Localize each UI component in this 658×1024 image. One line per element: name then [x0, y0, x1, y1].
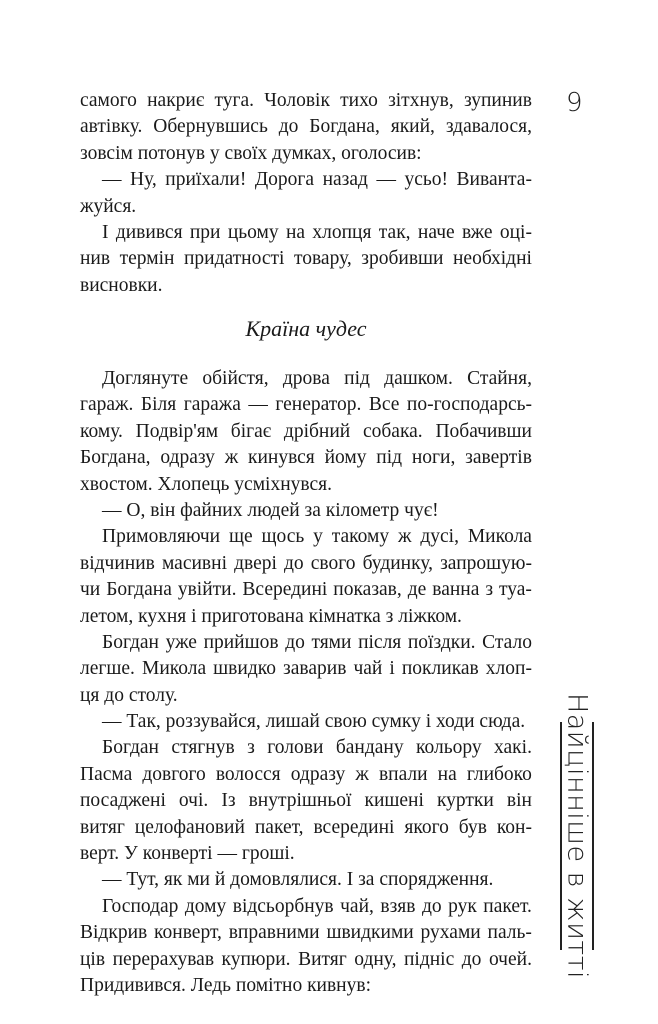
text-line: Відкрив конверт, вправними швидкими рухами паль- [80, 922, 532, 944]
text-line: легше. Микола швидко заварив чай і покликав хлоп- [80, 658, 532, 680]
text-line: висновки. [80, 274, 163, 296]
text-line: зовсім потонув у своїх думках, оголосив: [80, 142, 422, 164]
text-line: гараж. Біля гаража — генератор. Все по-господарсь- [80, 394, 532, 416]
text-line: — О, він файних людей за кілометр чує! [102, 499, 439, 521]
text-line: Придивився. Ледь помітно кивнув: [80, 974, 371, 996]
text-line: Богдан уже прийшов до тями після поїздки. Стало [102, 631, 532, 653]
text-line: Пасма довгого волосся одразу ж впали на глибоко [80, 763, 532, 785]
text-line: Богдана, одразу ж кинувся йому під ноги, завертів [80, 447, 532, 469]
text-line: верт. У конверті — гроші. [80, 843, 295, 865]
text-line: чи Богдана увійти. Всередині показав, де ванна з туа- [80, 579, 532, 601]
text-line: Богдан стягнув з голови бандану кольору хакі. [102, 737, 532, 759]
text-line: — Тут, як ми й домовлялися. І за спорядження. [102, 869, 494, 891]
text-line: І дивився при цьому на хлопця так, наче вже оці- [102, 221, 532, 243]
text-line: хвостом. Хлопець усміхнувся. [80, 473, 332, 495]
text-line: нив термін придатності товару, зробивши необхідні [80, 248, 532, 270]
text-line: відчинив масивні двері до свого будинку, запрошую- [80, 552, 532, 574]
text-line: — Так, роззувайся, лишай свою сумку і ходи сюда. [102, 711, 526, 733]
text-line: Господар дому відсьорбнув чай, взяв до рук пакет. [102, 895, 532, 917]
text-line: автівку. Обернувшись до Богдана, який, здавалося, [80, 116, 532, 138]
side-running-title [560, 692, 594, 980]
text-line: кому. Подвір'ям бігає дрібний собака. Побачивши [80, 420, 532, 442]
text-line: Доглянуте обійстя, дрова під дашком. Стайня, [102, 368, 532, 389]
text-line: витяг целофановий пакет, всередині якого був кон- [80, 816, 532, 838]
page-number: 9 [566, 88, 583, 118]
chapter-heading: Країна чудес [245, 316, 367, 341]
text-line: самого накриє туга. Чоловік тихо зітхнув, зупинив [80, 90, 532, 111]
text-line: жуйся. [80, 195, 137, 217]
text-line: летом, кухня і приготована кімнатка з ліжком. [80, 605, 462, 627]
text-line: ця до столу. [80, 684, 178, 706]
body-text-top [80, 88, 532, 299]
side-title-text: Найцінніше в житті [561, 692, 593, 980]
body-text-main [80, 366, 532, 999]
text-line: ців перерахував купюри. Витяг одну, підніс до очей. [80, 948, 532, 970]
text-line: — Ну, приїхали! Дорога назад — усьо! Виванта- [102, 169, 532, 191]
text-line: посаджені очі. Із внутрішньої кишені куртки він [80, 790, 532, 812]
text-line: Примовляючи ще щось у такому ж дусі, Микола [102, 526, 532, 548]
